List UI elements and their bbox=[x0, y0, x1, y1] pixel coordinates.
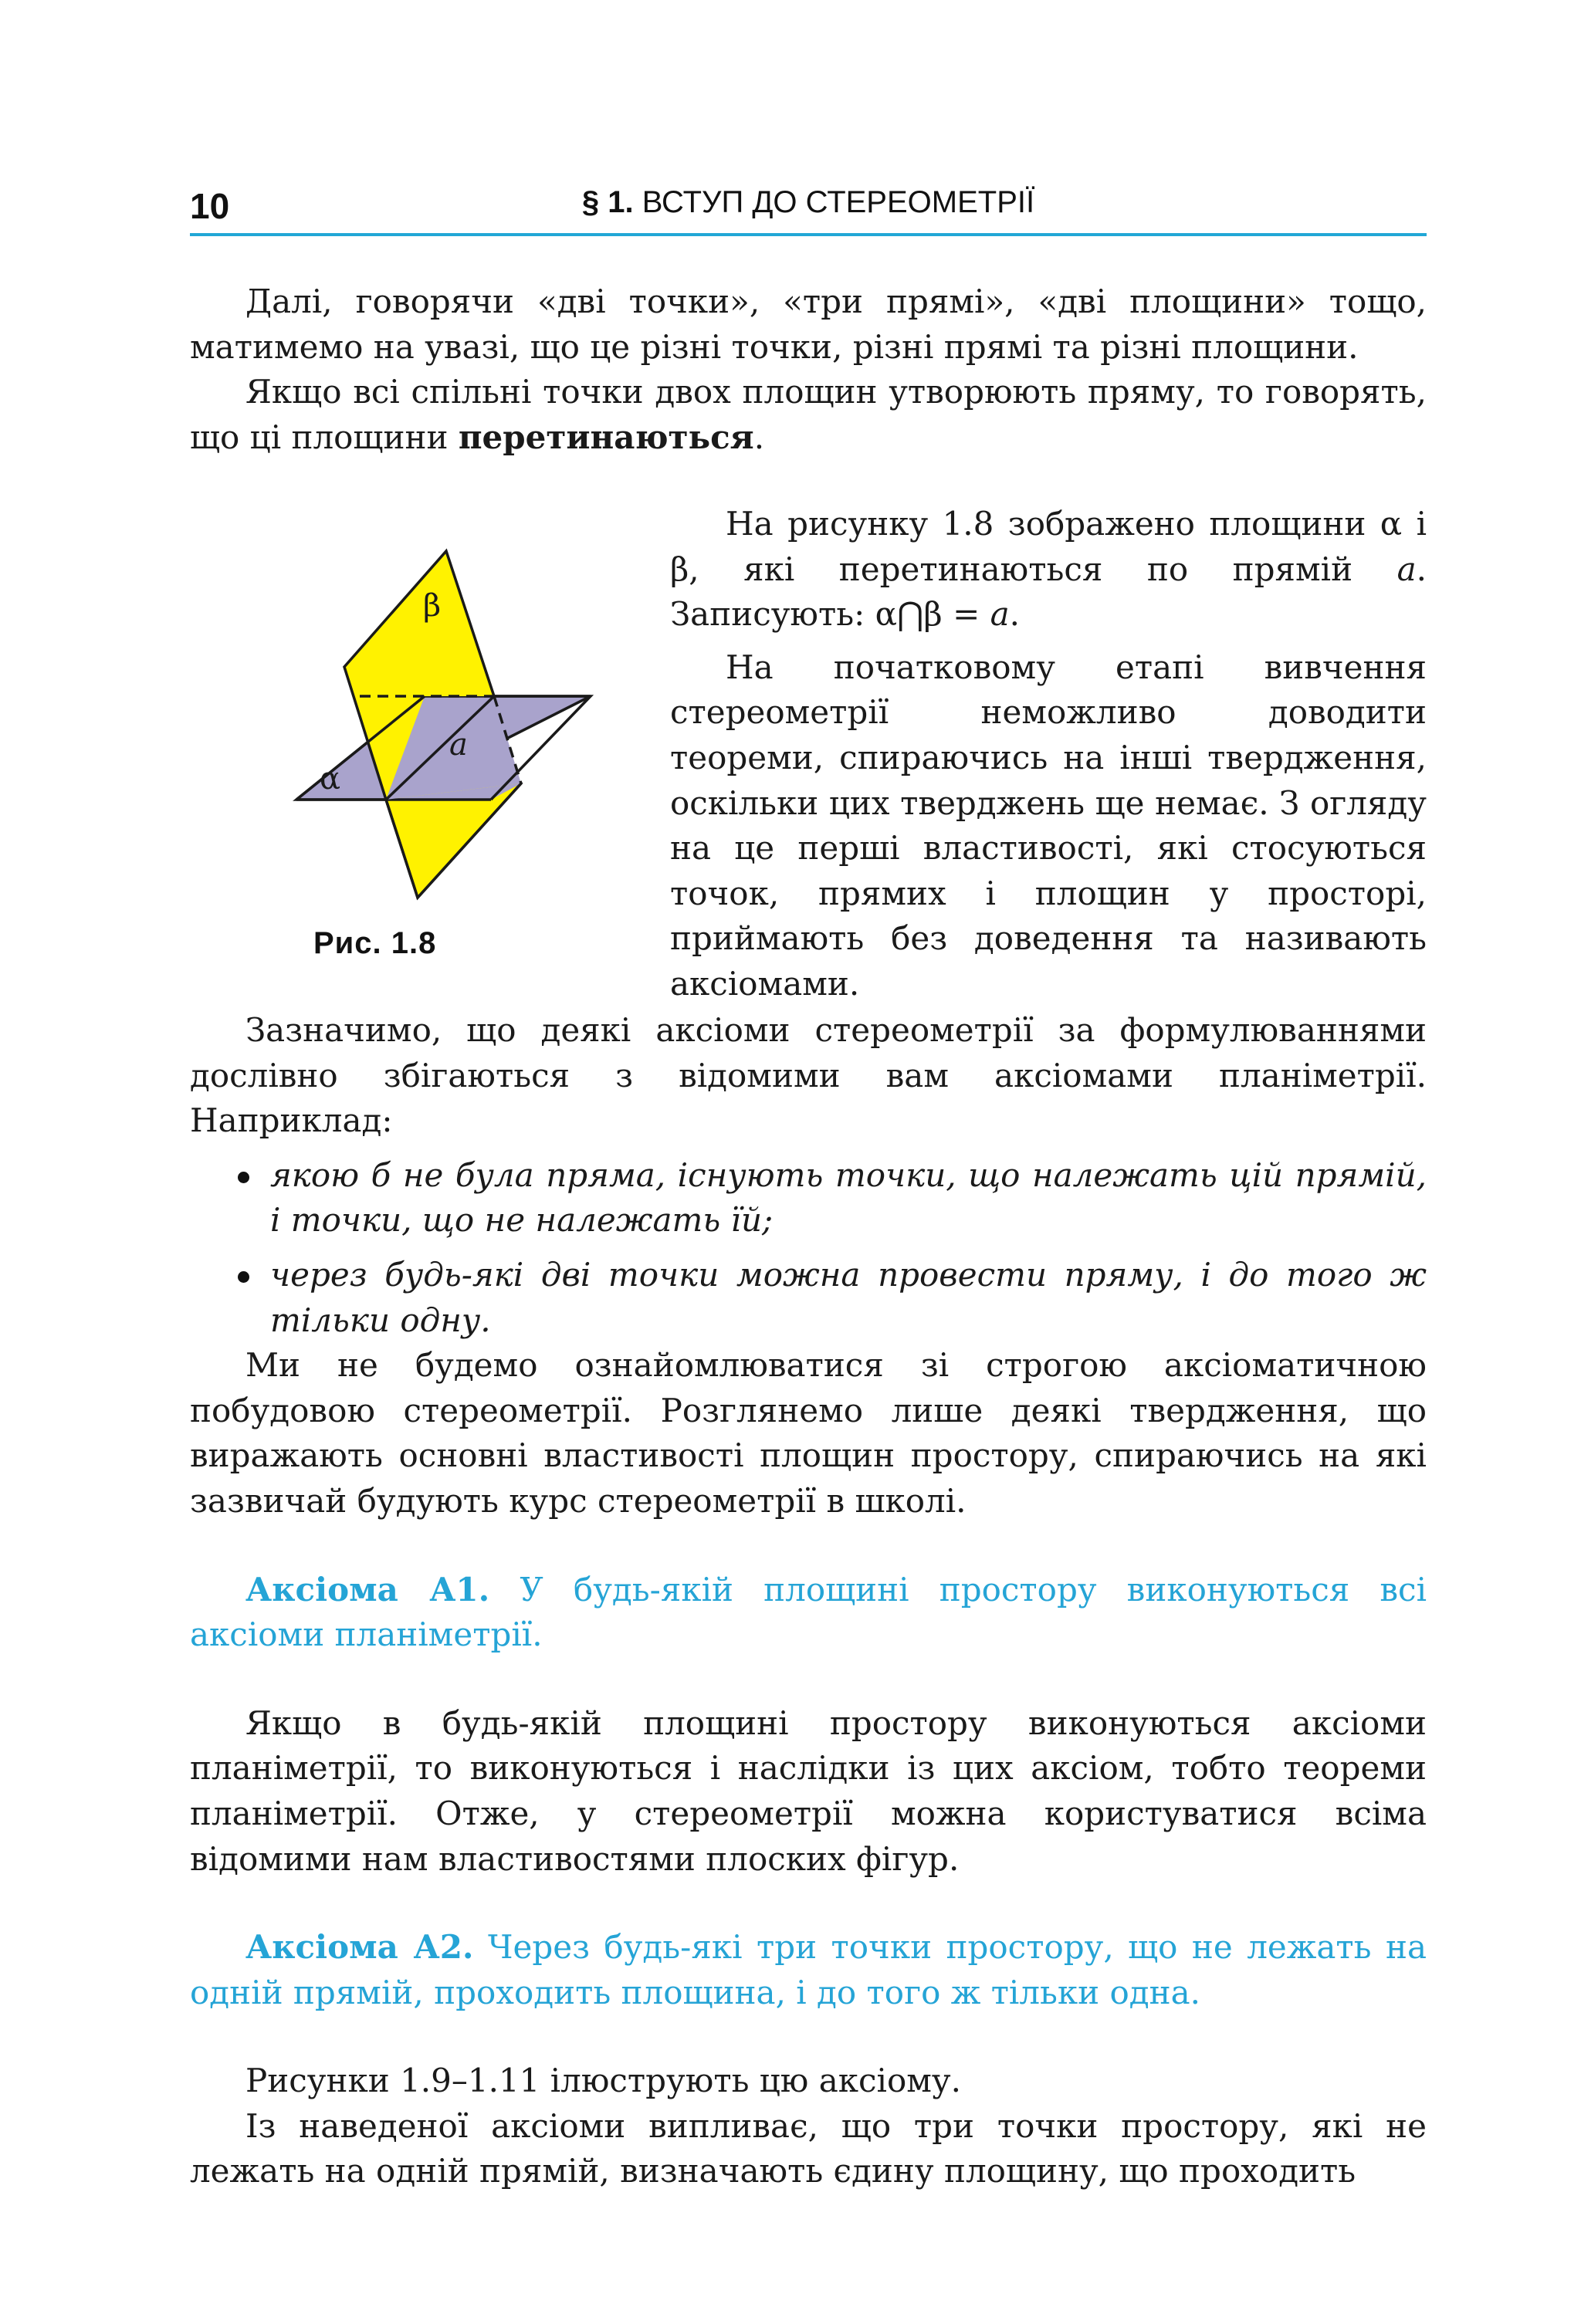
section-title: ВСТУП ДО СТЕРЕОМЕТРІЇ bbox=[642, 185, 1035, 219]
main-block bbox=[190, 1008, 1427, 2194]
paragraph-9: Із наведеної аксіоми випливає, що три точки простору, які не лежать на одній прямій, визначають єдину площину, що проходить bbox=[190, 2106, 1427, 2190]
p3-line-name: a bbox=[1396, 550, 1417, 588]
p3-end: . bbox=[1009, 595, 1021, 634]
paragraph-3 bbox=[670, 502, 1427, 638]
p2-before: Якщо всі спільні точки двох площин утворюють пряму, то говорять, що ці площини bbox=[190, 373, 1427, 456]
axiom-a1 bbox=[190, 1568, 1427, 1658]
intersecting-planes-diagram bbox=[190, 540, 607, 911]
bullet-icon bbox=[238, 1172, 249, 1183]
paragraph-4: На початковому етапі вивчення стереометрії неможливо доводити теореми, спираючись на інші твердження, оскільки цих тверджень ще немає. З огляду на це перші властивості, які стосуються точок, прямих і площин у просторі, приймають без доведення та називають аксіомами. bbox=[670, 648, 1427, 1003]
label-alpha: α bbox=[320, 761, 341, 797]
formula-right: a bbox=[990, 595, 1010, 634]
page-header bbox=[190, 179, 1427, 241]
axiom-a1-text: У будь-якій площині простору виконуються всі аксіоми планіметрії. bbox=[190, 1570, 1427, 1654]
page-number: 10 bbox=[190, 186, 230, 226]
p3-part-b: . Записують: bbox=[670, 550, 1427, 634]
axiom-a1-label: Аксіома А1. bbox=[245, 1570, 490, 1609]
paragraph-1: Далі, говорячи «дві точки», «три прямі», «дві площини» тощо, матимемо на увазі, що це різні точки, різні прямі та різні площини. bbox=[190, 282, 1427, 366]
figure-caption: Рис. 1.8 bbox=[313, 926, 437, 960]
label-beta: β bbox=[423, 588, 442, 624]
list-item: якою б не була пряма, існують точки, що належать цій прямій, і точки, що не належать їй; bbox=[190, 1153, 1427, 1243]
paragraph-6: Ми не будемо ознайомлюватися зі строгою аксіоматичною побудовою стереометрії. Розглянемо лише деякі твердження, що виражають основні властивості площин простору, спираючись на які зазвичай будують курс стереометрії в школі. bbox=[190, 1346, 1427, 1520]
label-line-a: a bbox=[449, 727, 468, 763]
intro-block bbox=[190, 279, 1427, 460]
side-text-block bbox=[670, 502, 1427, 1007]
p2-after: . bbox=[753, 418, 765, 456]
figure-1-8 bbox=[190, 540, 607, 973]
term-intersect: перетинаються bbox=[458, 418, 754, 456]
paragraph-8: Рисунки 1.9–1.11 ілюструють цю аксіому. bbox=[245, 2062, 961, 2100]
axiom-a2-label: Аксіома А2. bbox=[245, 1928, 474, 1967]
formula-eq: = bbox=[942, 595, 990, 634]
paragraph-2 bbox=[190, 370, 1427, 460]
list-item: через будь-які дві точки можна провести пряму, і до того ж тільки одну. bbox=[190, 1253, 1427, 1343]
paragraph-5: Зазначимо, що деякі аксіоми стереометрії за формулюваннями дослівно збігаються з відомими вам аксіомами планіметрії. Наприклад: bbox=[190, 1011, 1427, 1140]
section-mark: § 1. bbox=[581, 185, 634, 219]
p3-part-a: На рисунку 1.8 зображено площини α і β, які перетинаються по прямій bbox=[670, 505, 1427, 588]
axiom-a2 bbox=[190, 1925, 1427, 2015]
axiom-examples-list bbox=[190, 1153, 1427, 1343]
bullet-icon bbox=[238, 1271, 249, 1283]
header-rule bbox=[190, 233, 1427, 236]
paragraph-7: Якщо в будь-якій площині простору виконуються аксіоми планіметрії, то виконуються і наслідки із цих аксіом, тобто теореми планіметрії. Отже, у стереометрії можна користуватися всіма відомими нам властивостями плоских фігур. bbox=[190, 1703, 1427, 1878]
running-head bbox=[190, 185, 1427, 220]
formula-left: α⋂β bbox=[875, 595, 943, 634]
axiom-a2-text: Через будь-які три точки простору, що не лежать на одній прямій, проходить площина, і до того ж тільки одна. bbox=[190, 1928, 1427, 2011]
